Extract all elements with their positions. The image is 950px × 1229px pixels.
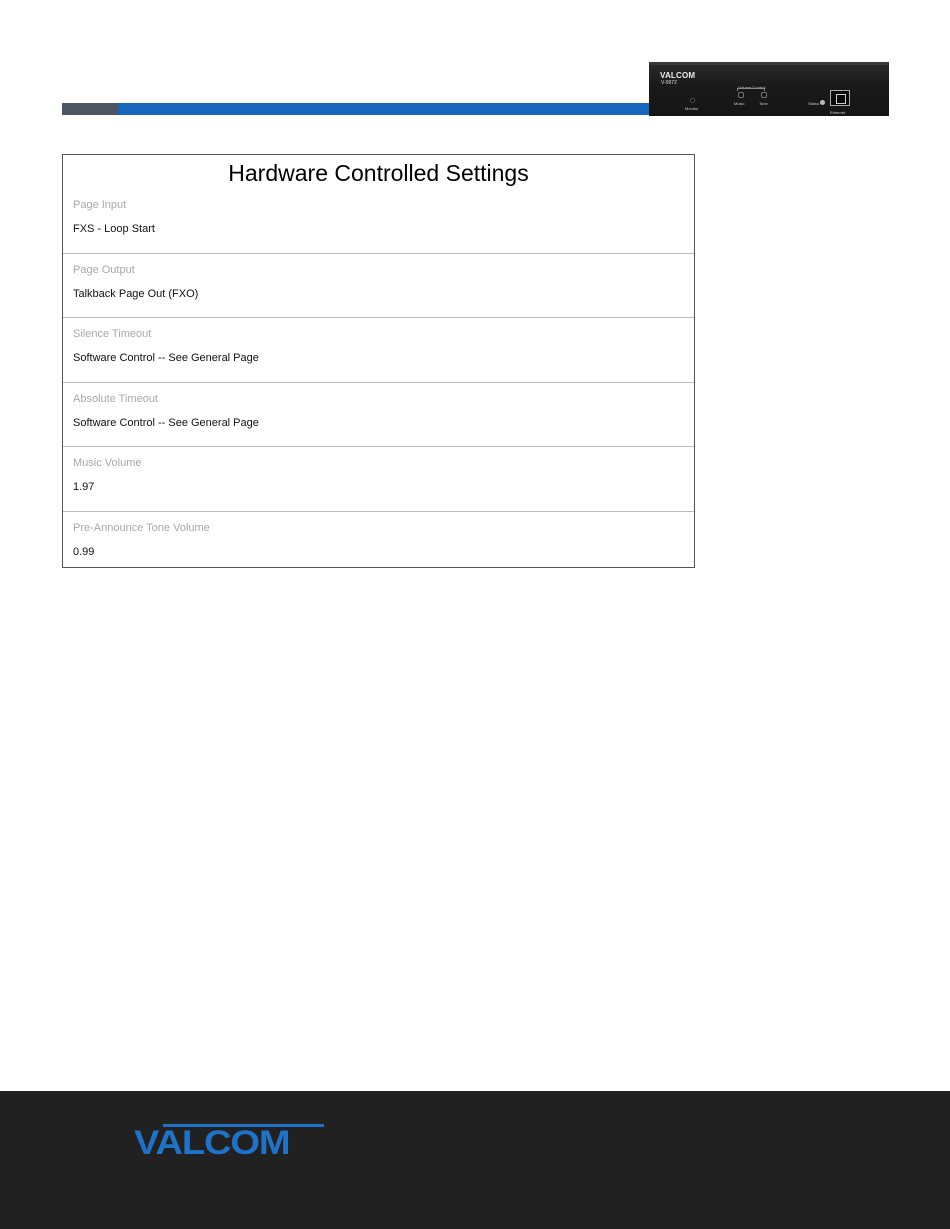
footer [0,1091,950,1229]
settings-panel [62,154,695,568]
setting-value: 1.97 [73,481,95,493]
setting-label: Silence Timeout [73,328,152,340]
valcom-logo: VALCOM [134,1124,290,1162]
setting-row [63,447,694,512]
setting-label: Music Volume [73,457,142,469]
device-model: V-9972 [661,80,677,86]
volume-control-bracket [737,88,765,91]
setting-row [63,189,694,254]
music-knob-icon [738,92,744,98]
volume-control-label: Volume Control [738,85,766,90]
monitor-label: Monitor [685,106,699,111]
header-bar-gray [62,103,124,115]
music-label: Music [734,101,745,106]
setting-row [63,512,694,577]
ethernet-port-icon [830,90,850,106]
setting-value: Software Control -- See General Page [73,416,259,429]
status-label: Status [808,101,820,106]
setting-label: Page Output [73,263,135,276]
setting-value: Software Control -- See General Page [73,352,259,364]
setting-label: Page Input [73,199,127,211]
tone-label: Tone [759,101,768,106]
setting-value: Talkback Page Out (FXO) [73,287,199,300]
tone-knob-icon [761,92,767,98]
monitor-jack-icon [690,98,695,103]
status-led-icon [820,100,825,105]
setting-value: FXS - Loop Start [73,223,155,235]
setting-row [63,254,694,319]
panel-title: Hardware Controlled Settings [228,160,529,186]
setting-label: Absolute Timeout [73,392,158,405]
ethernet-label: Ethernet [830,110,846,115]
setting-value: 0.99 [73,545,95,558]
setting-row [63,383,694,448]
setting-label: Pre-Announce Tone Volume [73,521,210,534]
setting-row [63,318,694,383]
header-bar-blue [118,103,653,115]
device-brand: VALCOM [660,71,696,80]
device-photo [649,62,889,116]
